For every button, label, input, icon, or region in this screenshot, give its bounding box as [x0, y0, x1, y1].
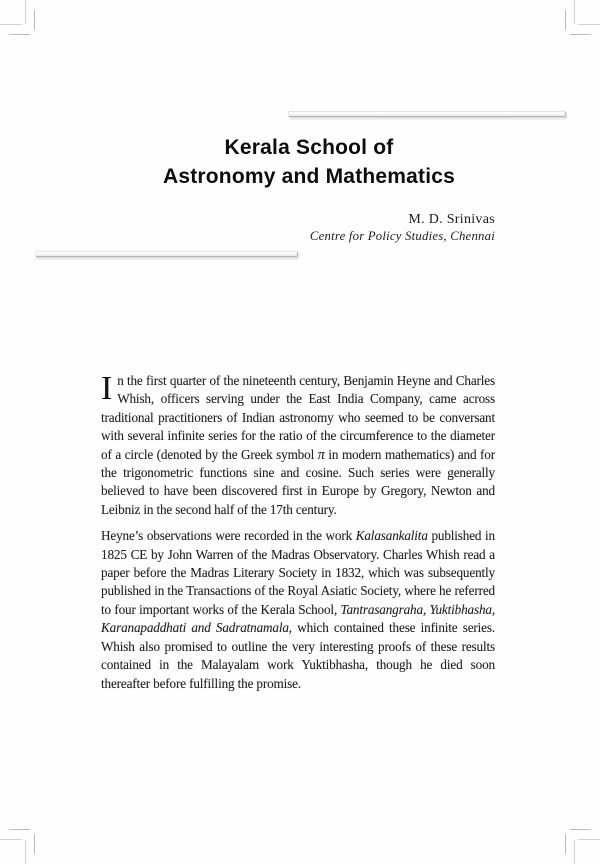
- paragraph-2: [101, 527, 495, 693]
- work-titles-kerala-school: Tantrasangraha, Yuktibhasha, Karanapaddhati and Sadratnamala,: [101, 601, 495, 636]
- crop-mark-line: [9, 829, 30, 830]
- article-body: [101, 372, 495, 693]
- crop-mark-line: [0, 24, 22, 25]
- crop-mark-line: [565, 10, 566, 30]
- author-affiliation: Centre for Policy Studies, Chennai: [309, 229, 495, 243]
- crop-mark-line: [9, 34, 30, 35]
- decorative-rule-left: [35, 251, 298, 257]
- paragraph-2-text: which contained these infinite series. Whish also promised to outline the very interesting proofs of these results contained in the Malayalam work Yuktibhasha, though he died soon thereafter before fulfilling the promise.: [101, 620, 495, 691]
- crop-mark-line: [565, 834, 566, 854]
- paragraph-2-text: Heyne’s observations were recorded in the work: [101, 528, 356, 544]
- chapter-title: [18, 133, 600, 191]
- crop-mark-line: [578, 24, 600, 25]
- chapter-title-line1: Kerala School of: [224, 136, 394, 159]
- pi-symbol: π: [317, 446, 325, 463]
- paragraph-1-text: in modern mathematics) and for the trigonometric functions sine and cosine. Such series were generally believed to have been discovered first in Europe by Gregory, Newton and Leibniz in the second half of the 17th century.: [101, 446, 495, 517]
- crop-mark-line: [578, 839, 600, 840]
- crop-mark-line: [34, 10, 35, 30]
- paragraph-2-text: published in 1825 CE by John Warren of the Madras Observatory. Charles Whish read a paper before the Madras Literary Society in 1832, which was subsequently published in the Transactions of the Royal Asiatic Society, where he referred to four important works of the Kerala School,: [101, 528, 495, 617]
- crop-mark-line: [25, 840, 26, 864]
- crop-mark-line: [34, 834, 35, 854]
- chapter-title-line2: Astronomy and Mathematics: [162, 165, 456, 188]
- work-title-kalasankalita: Kalasankalita: [355, 528, 428, 544]
- paragraph-1-text: n the first quarter of the nineteenth century, Benjamin Heyne and Charles Whish, officers serving under the East India Company, came across traditional practitioners of Indian astronomy who seemed to be conversant with several infinite series for the ratio of the circumference to the diameter of a circle (denoted by the Greek symbol: [101, 373, 495, 462]
- crop-mark-line: [574, 0, 575, 24]
- crop-mark-line: [25, 0, 26, 24]
- crop-mark-line: [570, 34, 591, 35]
- paragraph-1: [101, 372, 495, 519]
- crop-mark-line: [570, 829, 591, 830]
- crop-mark-line: [574, 840, 575, 864]
- author-name: M. D. Srinivas: [408, 212, 495, 227]
- decorative-rule-top: [288, 111, 566, 117]
- drop-cap: I: [101, 370, 113, 407]
- crop-mark-line: [0, 839, 22, 840]
